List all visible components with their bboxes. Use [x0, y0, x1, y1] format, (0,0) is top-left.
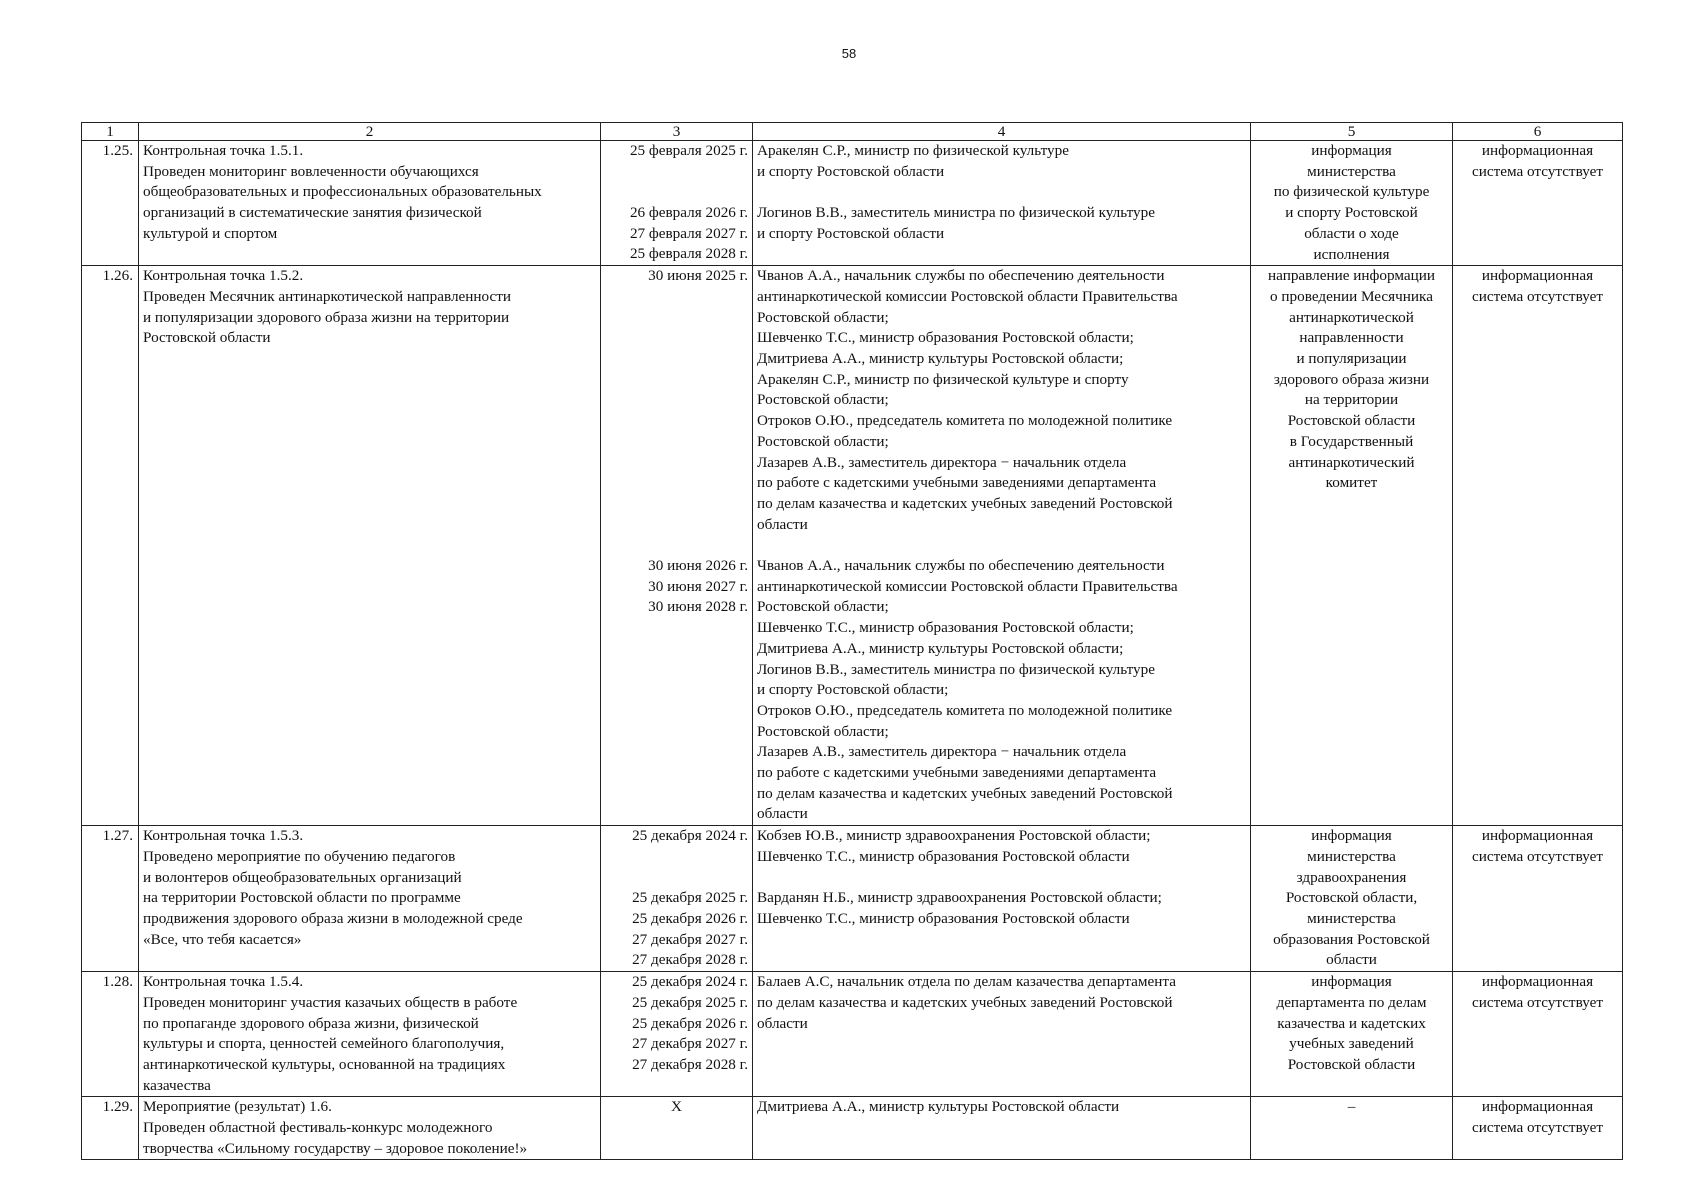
dates-line: 27 декабря 2027 г.	[632, 930, 748, 948]
dates-line	[605, 847, 748, 868]
dates-line	[605, 514, 748, 535]
dates-line: 30 июня 2028 г.	[648, 598, 748, 616]
system-line: информационная	[1481, 1098, 1594, 1116]
result-line: образования Ростовской	[1273, 930, 1430, 948]
dates-line: 25 декабря 2024 г.	[632, 827, 748, 845]
dates-line	[605, 182, 748, 203]
responsible-line: антинаркотической комиссии Ростовской области Правительства	[757, 577, 1178, 595]
description-line: на территории Ростовской области по программе	[143, 889, 461, 907]
description-cell	[139, 972, 601, 1097]
dates-line	[605, 370, 748, 391]
responsible-line: Ростовской области;	[757, 391, 889, 409]
header-col-1: 1	[82, 123, 139, 141]
description-line: Проведен мониторинг участия казачьих обществ в работе	[143, 993, 518, 1011]
responsible-line: по делам казачества и кадетских учебных заведений Ростовской	[757, 993, 1173, 1011]
result-line: области	[1326, 951, 1377, 969]
description-line: «Все, что тебя касается»	[143, 930, 302, 948]
responsible-line: Отроков О.Ю., председатель комитета по молодежной политике	[757, 412, 1173, 430]
description-line: антинаркотической культуры, основанной на традициях	[143, 1055, 506, 1073]
dates-cell	[601, 1097, 753, 1160]
result-line: области о ходе	[1304, 224, 1399, 242]
description-line: Контрольная точка 1.5.1.	[143, 142, 304, 159]
result-line: информация	[1311, 142, 1392, 159]
responsible-line: по делам казачества и кадетских учебных заведений Ростовской	[757, 784, 1173, 802]
result-cell	[1251, 826, 1453, 972]
dates-line	[605, 494, 748, 515]
result-cell	[1251, 972, 1453, 1097]
table-header-row	[82, 123, 1623, 141]
header-col-4: 4	[753, 123, 1251, 141]
responsible-line: Шевченко Т.С., министр образования Ростовской области;	[757, 329, 1134, 347]
responsible-line: по делам казачества и кадетских учебных заведений Ростовской	[757, 494, 1173, 512]
result-line: министерства	[1307, 162, 1396, 180]
table-row	[82, 972, 1623, 1097]
result-line: информация	[1311, 827, 1392, 845]
description-line: Мероприятие (результат) 1.6.	[143, 1098, 332, 1116]
dates-line: 27 декабря 2027 г.	[632, 1035, 748, 1053]
responsible-line: Логинов В.В., заместитель министра по физической культуре	[757, 204, 1155, 222]
responsible-line: Лазарев А.В., заместитель директора − начальник отдела	[757, 453, 1127, 471]
result-line: министерства	[1307, 910, 1396, 927]
dates-line	[605, 287, 748, 308]
result-cell	[1251, 141, 1453, 266]
description-line: общеобразовательных и профессиональных образовательных	[143, 183, 542, 201]
dates-line: Х	[671, 1098, 682, 1116]
description-line: Проведен областной фестиваль-конкурс молодежного	[143, 1119, 493, 1137]
result-line: здравоохранения	[1296, 868, 1407, 886]
system-cell	[1453, 1097, 1623, 1160]
description-line: по пропаганде здорового образа жизни, физической	[143, 1014, 479, 1032]
responsible-cell	[753, 1097, 1251, 1160]
responsible-line: Ростовской области;	[757, 308, 889, 326]
table-row	[82, 266, 1623, 826]
description-cell	[139, 1097, 601, 1160]
header-col-5: 5	[1251, 123, 1453, 141]
dates-line: 26 февраля 2026 г.	[629, 204, 748, 222]
dates-line: 25 декабря 2025 г.	[632, 993, 748, 1011]
dates-line	[605, 535, 748, 556]
responsible-line: Аракелян С.Р., министр по физической культуре и спорту	[757, 370, 1129, 388]
description-line: творчества «Сильному государству – здоровое поколение!»	[143, 1139, 528, 1157]
description-line: Контрольная точка 1.5.3.	[143, 827, 304, 845]
description-line: и популяризации здорового образа жизни на территории	[143, 308, 510, 326]
header-col-6: 6	[1453, 123, 1623, 141]
result-line: департамента по делам	[1276, 993, 1427, 1011]
dates-line	[605, 162, 748, 183]
responsible-line: Ростовской области;	[757, 722, 889, 740]
responsible-line	[757, 182, 1246, 203]
dates-line: 25 февраля 2028 г.	[629, 245, 748, 263]
dates-line	[605, 390, 748, 411]
description-line: Проведен Месячник антинаркотической направленности	[143, 287, 512, 305]
result-line: учебных заведений	[1289, 1035, 1414, 1053]
dates-line: 25 декабря 2025 г.	[632, 889, 748, 907]
result-line: и популяризации	[1296, 350, 1407, 368]
result-line: Ростовской области	[1287, 412, 1416, 430]
dates-line	[605, 328, 748, 349]
responsible-line: Логинов В.В., заместитель министра по физической культуре	[757, 660, 1155, 678]
dates-line: 25 декабря 2026 г.	[632, 909, 748, 927]
description-line: Контрольная точка 1.5.2.	[143, 267, 304, 285]
result-line: направление информации	[1268, 267, 1435, 285]
dates-line: 27 декабря 2028 г.	[632, 951, 748, 969]
responsible-line	[757, 535, 1246, 556]
system-line: система отсутствует	[1471, 287, 1603, 305]
responsible-line: области	[757, 515, 808, 533]
result-line: министерства	[1307, 847, 1396, 865]
system-line: информационная	[1481, 267, 1594, 285]
row-number: 1.27.	[82, 826, 139, 972]
description-line: Ростовской области	[143, 329, 271, 347]
description-line: культурой и спортом	[143, 224, 278, 242]
description-line: и волонтеров общеобразовательных организаций	[143, 868, 462, 886]
system-line: информационная	[1481, 827, 1594, 845]
row-number: 1.25.	[82, 141, 139, 266]
responsible-line: Варданян Н.Б., министр здравоохранения Ростовской области;	[757, 889, 1162, 907]
result-line: Ростовской области	[1287, 1055, 1416, 1073]
responsible-line: Ростовской области;	[757, 432, 889, 450]
dates-cell	[601, 266, 753, 826]
result-line: комитет	[1325, 474, 1378, 492]
responsible-line: Чванов А.А., начальник службы по обеспечению деятельности	[757, 267, 1165, 285]
responsible-line: Дмитриева А.А., министр культуры Ростовской области	[757, 1098, 1120, 1116]
system-cell	[1453, 972, 1623, 1097]
responsible-cell	[753, 972, 1251, 1097]
system-cell	[1453, 826, 1623, 972]
dates-line	[605, 411, 748, 432]
row-number: 1.28.	[82, 972, 139, 1097]
table-row	[82, 141, 1623, 266]
page-number: 58	[841, 46, 857, 61]
responsible-line: и спорту Ростовской области	[757, 224, 945, 242]
dates-line	[605, 349, 748, 370]
dates-cell	[601, 972, 753, 1097]
description-cell	[139, 826, 601, 972]
system-cell	[1453, 141, 1623, 266]
responsible-cell	[753, 141, 1251, 266]
responsible-line: и спорту Ростовской области;	[757, 681, 949, 699]
result-line: антинаркотической	[1289, 308, 1414, 326]
result-line: исполнения	[1313, 245, 1390, 263]
system-line: система отсутствует	[1471, 1119, 1603, 1137]
table-row	[82, 826, 1623, 972]
result-line: о проведении Месячника	[1270, 287, 1433, 305]
result-line: –	[1347, 1098, 1356, 1116]
dates-line: 30 июня 2027 г.	[648, 577, 748, 595]
system-line: система отсутствует	[1471, 993, 1603, 1011]
responsible-line: Балаев А.С, начальник отдела по делам казачества департамента	[757, 973, 1176, 991]
dates-cell	[601, 141, 753, 266]
dates-line: 25 декабря 2024 г.	[632, 973, 748, 991]
result-line: и спорту Ростовской	[1285, 204, 1418, 222]
responsible-line: Аракелян С.Р., министр по физической культуре	[757, 142, 1069, 159]
description-line: культуры и спорта, ценностей семейного благополучия,	[143, 1035, 505, 1053]
result-line: направленности	[1299, 329, 1404, 347]
dates-line: 25 февраля 2025 г.	[629, 142, 748, 159]
header-col-3: 3	[601, 123, 753, 141]
responsible-line: и спорту Ростовской области	[757, 162, 945, 180]
result-line: казачества и кадетских	[1277, 1014, 1426, 1032]
header-col-2: 2	[139, 123, 601, 141]
result-line: по физической культуре	[1273, 183, 1430, 201]
description-cell	[139, 266, 601, 826]
dates-line	[605, 473, 748, 494]
row-number: 1.26.	[82, 266, 139, 826]
dates-line: 27 декабря 2028 г.	[632, 1055, 748, 1073]
system-line: информационная	[1481, 973, 1594, 991]
result-cell	[1251, 266, 1453, 826]
responsible-cell	[753, 826, 1251, 972]
result-line: в Государственный	[1289, 432, 1414, 450]
responsible-line: антинаркотической комиссии Ростовской области Правительства	[757, 287, 1178, 305]
responsible-line: по работе с кадетскими учебными заведениями департамента	[757, 764, 1157, 782]
dates-cell	[601, 826, 753, 972]
result-cell	[1251, 1097, 1453, 1160]
description-line: продвижения здорового образа жизни в молодежной среде	[143, 910, 523, 927]
result-line: информация	[1311, 973, 1392, 991]
responsible-line: области	[757, 805, 808, 823]
system-line: информационная	[1481, 142, 1594, 159]
description-line: казачества	[143, 1076, 211, 1094]
system-line: система отсутствует	[1471, 162, 1603, 180]
result-line: антинаркотический	[1288, 453, 1415, 471]
responsible-line: области	[757, 1014, 808, 1032]
description-cell	[139, 141, 601, 266]
dates-line	[605, 868, 748, 889]
dates-line	[605, 432, 748, 453]
dates-line	[605, 308, 748, 329]
responsible-line: Шевченко Т.С., министр образования Ростовской области	[757, 909, 1130, 927]
dates-line: 25 декабря 2026 г.	[632, 1014, 748, 1032]
dates-line: 27 февраля 2027 г.	[629, 224, 748, 242]
description-line: Проведено мероприятие по обучению педагогов	[143, 847, 456, 865]
responsible-line: Дмитриева А.А., министр культуры Ростовской области;	[757, 639, 1124, 657]
responsible-line	[757, 868, 1246, 889]
responsible-line: Отроков О.Ю., председатель комитета по молодежной политике	[757, 701, 1173, 719]
table-row	[82, 1097, 1623, 1160]
responsible-line: Лазарев А.В., заместитель директора − начальник отдела	[757, 743, 1127, 761]
responsible-line: Шевченко Т.С., министр образования Ростовской области	[757, 847, 1130, 865]
description-line: организаций в систематические занятия физической	[143, 204, 482, 222]
result-line: Ростовской области,	[1285, 889, 1418, 907]
result-line: на территории	[1304, 391, 1399, 409]
responsible-cell	[753, 266, 1251, 826]
dates-line: 30 июня 2026 г.	[648, 556, 748, 574]
dates-line	[605, 452, 748, 473]
description-line: Контрольная точка 1.5.4.	[143, 973, 304, 991]
responsible-line: Шевченко Т.С., министр образования Ростовской области;	[757, 619, 1134, 637]
result-line: здорового образа жизни	[1273, 370, 1430, 388]
responsible-line: Кобзев Ю.В., министр здравоохранения Ростовской области;	[757, 827, 1151, 845]
description-line: Проведен мониторинг вовлеченности обучающихся	[143, 162, 479, 180]
control-points-table	[81, 122, 1623, 1160]
system-line: система отсутствует	[1471, 847, 1603, 865]
responsible-line: Дмитриева А.А., министр культуры Ростовской области;	[757, 350, 1124, 368]
row-number: 1.29.	[82, 1097, 139, 1160]
responsible-line: по работе с кадетскими учебными заведениями департамента	[757, 474, 1157, 492]
responsible-line: Ростовской области;	[757, 598, 889, 616]
responsible-line: Чванов А.А., начальник службы по обеспечению деятельности	[757, 557, 1165, 575]
system-cell	[1453, 266, 1623, 826]
dates-line: 30 июня 2025 г.	[648, 267, 748, 285]
